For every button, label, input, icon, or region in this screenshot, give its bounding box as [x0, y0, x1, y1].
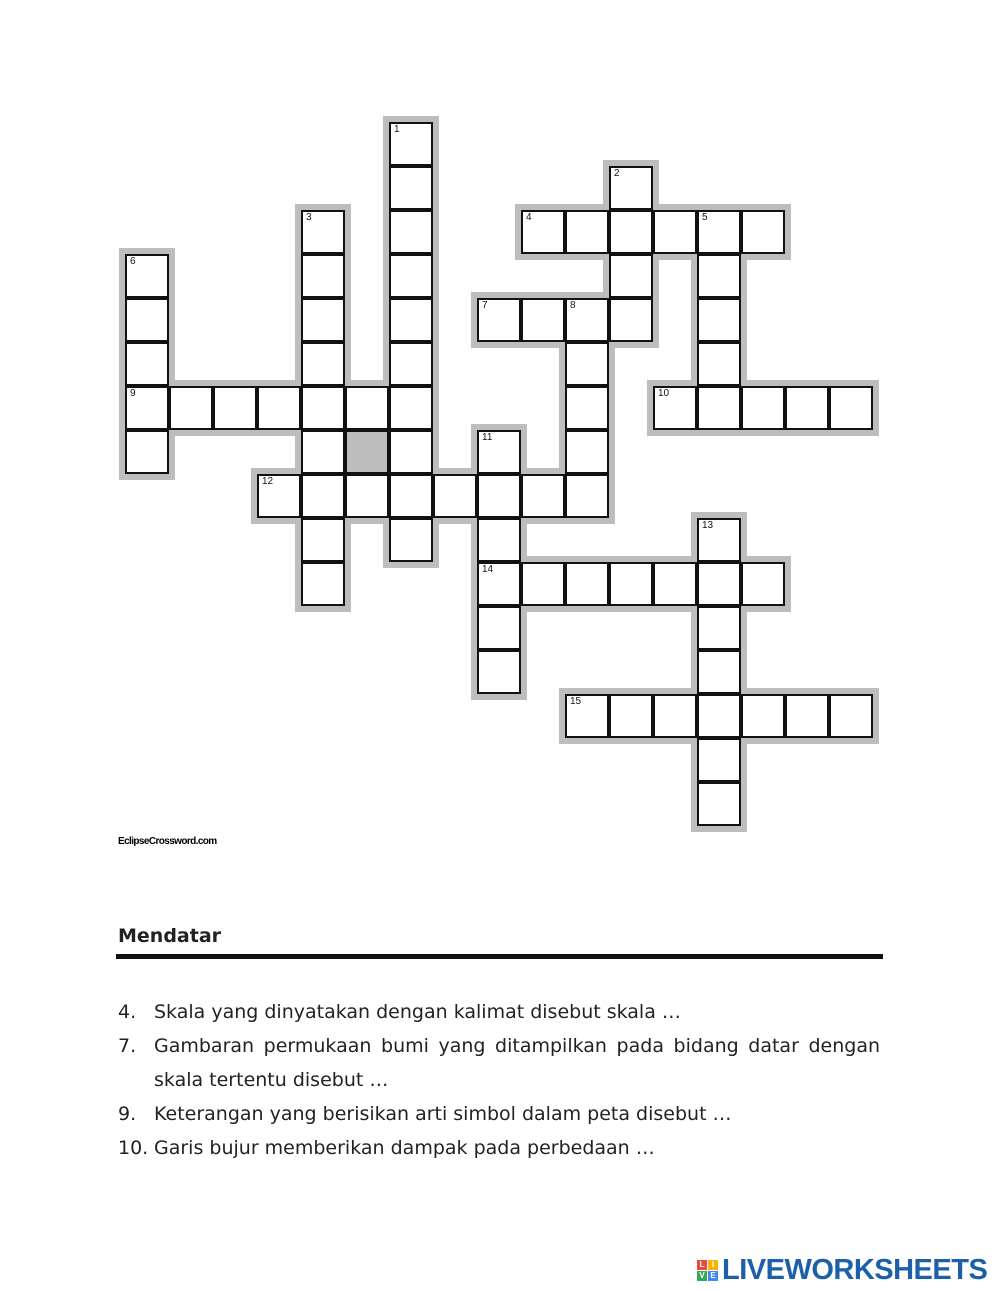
crossword-cell[interactable] [609, 694, 653, 738]
crossword-cell[interactable] [653, 694, 697, 738]
crossword-cell[interactable] [301, 386, 345, 430]
crossword-cell[interactable] [565, 562, 609, 606]
clue-number-label: 2 [614, 168, 620, 179]
logo-letter: V [697, 1271, 707, 1281]
crossword-cell[interactable] [301, 562, 345, 606]
crossword-cell[interactable] [697, 254, 741, 298]
crossword-cell[interactable] [521, 474, 565, 518]
divider [116, 954, 883, 959]
crossword-cell[interactable] [125, 386, 169, 430]
clue-text: Gambaran permukaan bumi yang ditampilkan pada bidang datar dengan skala tertentu disebut … [154, 1035, 880, 1091]
crossword-cell[interactable] [389, 474, 433, 518]
clue-number-label: 12 [262, 476, 274, 487]
crossword-cell[interactable] [653, 386, 697, 430]
clue-number-label: 1 [394, 124, 400, 135]
crossword-cell[interactable] [697, 298, 741, 342]
clue-number-label: 5 [702, 212, 708, 223]
crossword-cell[interactable] [257, 386, 301, 430]
clue-number-label: 9 [130, 388, 136, 399]
crossword-cell[interactable] [565, 474, 609, 518]
crossword-cell[interactable] [389, 122, 433, 166]
clue-number: 9. [118, 1103, 137, 1125]
crossword-cell[interactable] [741, 562, 785, 606]
logo-letter: L [697, 1260, 707, 1270]
crossword-cell[interactable] [609, 166, 653, 210]
clue-item [118, 1029, 880, 1097]
clue-number-label: 3 [306, 212, 312, 223]
crossword-cell[interactable] [565, 694, 609, 738]
clue-number-label: 10 [658, 388, 670, 399]
crossword-cell[interactable] [565, 342, 609, 386]
crossword-cell[interactable] [829, 386, 873, 430]
crossword-cell[interactable] [741, 210, 785, 254]
clue-number-label: 8 [570, 300, 576, 311]
crossword-cell[interactable] [301, 430, 345, 474]
crossword-cell[interactable] [697, 782, 741, 826]
clue-number-label: 14 [482, 564, 494, 575]
clue-item [118, 995, 880, 1029]
crossword-cell[interactable] [741, 386, 785, 430]
crossword-cell[interactable] [609, 254, 653, 298]
crossword-cell[interactable] [301, 298, 345, 342]
clue-number: 7. [118, 1035, 137, 1057]
crossword-cell[interactable] [653, 562, 697, 606]
crossword-cell[interactable] [301, 254, 345, 298]
crossword-cell[interactable] [125, 254, 169, 298]
crossword-cell[interactable] [433, 474, 477, 518]
crossword-cell[interactable] [301, 342, 345, 386]
clue-text: Garis bujur memberikan dampak pada perbedaan … [154, 1137, 655, 1159]
clue-number-label: 13 [702, 520, 714, 531]
crossword-cell[interactable] [389, 430, 433, 474]
crossword-cell[interactable] [477, 474, 521, 518]
crossword-cell[interactable] [785, 386, 829, 430]
crossword-cell[interactable] [521, 298, 565, 342]
crossword-cell[interactable] [477, 562, 521, 606]
crossword-cell[interactable] [301, 518, 345, 562]
crossword-cell[interactable] [477, 606, 521, 650]
logo-text: LIVEWORKSHEETS [722, 1254, 988, 1286]
crossword-cell[interactable] [785, 694, 829, 738]
clue-text: Keterangan yang berisikan arti simbol dalam peta disebut … [154, 1103, 732, 1125]
crossword-cell[interactable] [741, 694, 785, 738]
liveworksheets-logo [697, 1254, 987, 1287]
clue-number-label: 4 [526, 212, 532, 223]
clue-number-label: 15 [570, 696, 582, 707]
crossword-cell[interactable] [697, 518, 741, 562]
crossword-cell[interactable] [345, 386, 389, 430]
crossword-cell[interactable] [389, 342, 433, 386]
clue-number-label: 7 [482, 300, 488, 311]
crossword-cell[interactable] [389, 254, 433, 298]
crossword-cell[interactable] [697, 694, 741, 738]
clue-number: 4. [118, 1001, 137, 1023]
crossword-cell[interactable] [697, 606, 741, 650]
credit-text: EclipseCrossword.com [118, 836, 217, 847]
crossword-cell[interactable] [125, 342, 169, 386]
crossword-cell[interactable] [829, 694, 873, 738]
crossword-cell[interactable] [125, 298, 169, 342]
clue-item [118, 1131, 880, 1165]
crossword-cell[interactable] [521, 562, 565, 606]
crossword-cell[interactable] [477, 650, 521, 694]
crossword-cell[interactable] [565, 298, 609, 342]
crossword-cell[interactable] [169, 386, 213, 430]
crossword-cell[interactable] [213, 386, 257, 430]
crossword-cell[interactable] [565, 210, 609, 254]
crossword-cell[interactable] [609, 562, 653, 606]
crossword-cell[interactable] [565, 430, 609, 474]
logo-icon [697, 1260, 718, 1281]
clue-list [118, 995, 880, 1165]
crossword-cell[interactable] [697, 562, 741, 606]
crossword-cell[interactable] [301, 210, 345, 254]
crossword-cell[interactable] [609, 210, 653, 254]
clue-number-label: 6 [130, 256, 136, 267]
crossword-cell[interactable] [389, 518, 433, 562]
crossword-cell[interactable] [653, 210, 697, 254]
crossword-cell[interactable] [345, 474, 389, 518]
crossword-cell[interactable] [477, 430, 521, 474]
section-title: Mendatar [118, 925, 222, 947]
crossword-cell[interactable] [477, 298, 521, 342]
crossword-cell[interactable] [301, 474, 345, 518]
crossword-cell[interactable] [389, 166, 433, 210]
crossword-cell[interactable] [257, 474, 301, 518]
crossword-cell[interactable] [697, 738, 741, 782]
logo-letter: E [708, 1271, 718, 1281]
crossword-cell[interactable] [697, 650, 741, 694]
crossword-cell[interactable] [521, 210, 565, 254]
crossword-cell[interactable] [125, 430, 169, 474]
crossword-cell[interactable] [609, 298, 653, 342]
crossword-cell[interactable] [477, 518, 521, 562]
filled-cell [345, 430, 389, 474]
crossword-cell[interactable] [697, 210, 741, 254]
crossword-cell[interactable] [565, 386, 609, 430]
crossword-cell[interactable] [389, 298, 433, 342]
logo-letter: I [708, 1260, 718, 1270]
crossword-cell[interactable] [697, 386, 741, 430]
crossword-cell[interactable] [389, 386, 433, 430]
crossword-cell[interactable] [697, 342, 741, 386]
crossword-cell[interactable] [389, 210, 433, 254]
clue-text: Skala yang dinyatakan dengan kalimat disebut skala … [154, 1001, 681, 1023]
clue-item [118, 1097, 880, 1131]
clue-number: 10. [118, 1137, 149, 1159]
clue-number-label: 11 [482, 432, 493, 443]
